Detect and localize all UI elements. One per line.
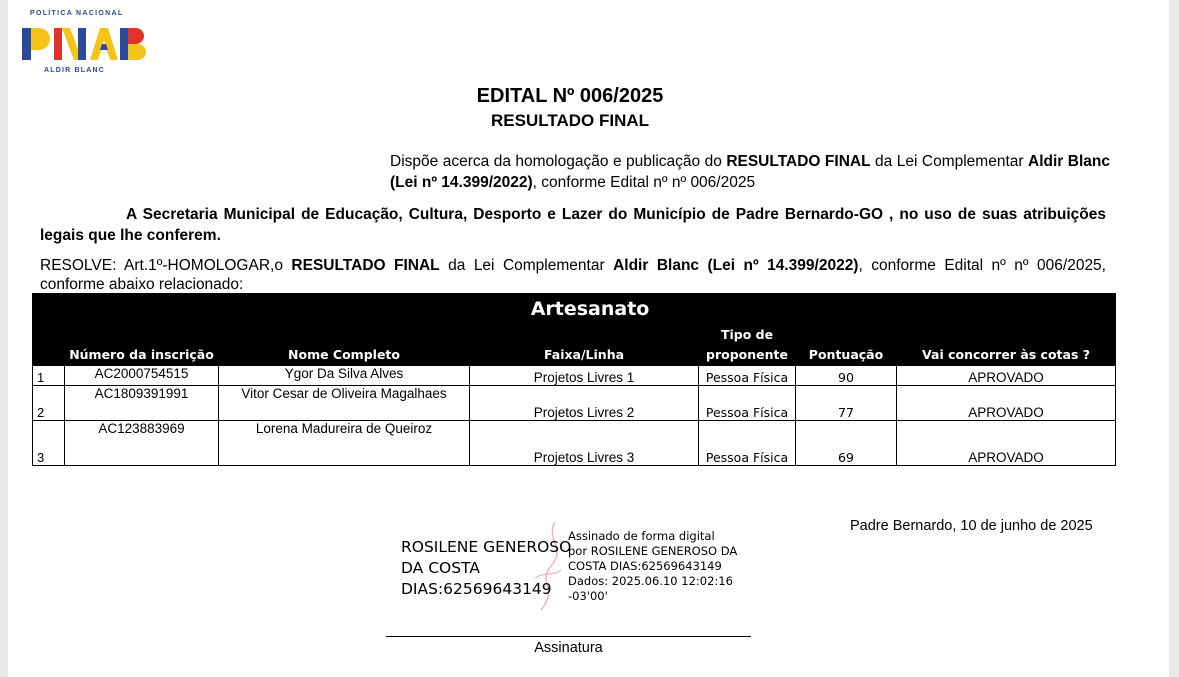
cell-faixa: Projetos Livres 3: [470, 421, 699, 466]
signature-label: Assinatura: [534, 640, 603, 656]
cell-tipo: Pessoa Física: [699, 366, 796, 386]
digital-note-line: por ROSILENE GENEROSO DA: [568, 544, 738, 558]
col-header-faixa: Faixa/Linha: [470, 325, 699, 366]
summary-bold-1: RESULTADO FINAL: [726, 153, 871, 170]
signature-line: [386, 636, 751, 637]
col-header-pontuacao: Pontuação: [796, 325, 897, 366]
cell-tipo: Pessoa Física: [699, 386, 796, 421]
cell-inscricao: AC123883969: [65, 421, 219, 466]
preamble-paragraph: [40, 204, 1106, 246]
resolve-paragraph: [40, 256, 1106, 294]
summary-text-3: , conforme Edital nº nº 006/2025: [532, 174, 756, 191]
pnab-logo: [20, 10, 155, 76]
table-row: [33, 386, 1116, 421]
digital-note-line: COSTA DIAS:62569643149: [568, 559, 722, 573]
cell-pontuacao: 90: [796, 366, 897, 386]
logo-top-text: POLÍTICA NACIONAL: [30, 10, 124, 17]
summary-text-2: da Lei Complementar: [870, 153, 1028, 170]
signer-name-line: ROSILENE GENEROSO: [401, 538, 572, 556]
table-row: [33, 421, 1116, 466]
signer-name-line: DA COSTA: [401, 559, 480, 577]
logo-bottom-text: ALDIR BLANC: [44, 67, 106, 74]
digital-signature-note: [568, 529, 748, 604]
digital-note-line: Dados: 2025.06.10 12:02:16: [568, 574, 733, 588]
edital-title: EDITAL Nº 006/2025: [476, 85, 664, 107]
place-and-date: Padre Bernardo, 10 de junho de 2025: [850, 518, 1093, 534]
cell-faixa: Projetos Livres 2: [470, 386, 699, 421]
pnab-wordmark-icon: [20, 20, 152, 66]
cell-nome: Lorena Madureira de Queiroz: [219, 421, 470, 466]
digital-note-line: -03'00': [568, 589, 608, 603]
summary-paragraph: [390, 151, 1110, 193]
summary-text-1: Dispõe acerca da homologação e publicação do: [390, 153, 727, 170]
resolve-text-1: RESOLVE: Art.1º-HOMOLOGAR,o: [40, 257, 292, 274]
edital-subtitle: RESULTADO FINAL: [490, 111, 650, 130]
cell-nome: Vitor Cesar de Oliveira Magalhaes: [219, 386, 470, 421]
table-caption: Artesanato: [65, 294, 1116, 325]
resolve-bold-1: RESULTADO FINAL: [291, 257, 440, 274]
results-table: [32, 293, 1116, 466]
col-header-inscricao: Número da inscrição: [65, 325, 219, 366]
cell-inscricao: AC2000754515: [65, 366, 219, 386]
resolve-text-3: , conforme Edital nº nº 006/2025, conforme abaixo relacionado:: [40, 257, 1106, 293]
signer-name: [401, 537, 571, 600]
signer-name-line: DIAS:62569643149: [401, 580, 552, 598]
preamble-text: Secretaria Municipal de Educação, Cultura, Desporto e Lazer do Município de Padre Bernardo-GO , no uso de suas atribuições legais que lhe conferem.: [40, 206, 1106, 244]
summary-bold-2: Aldir Blanc (Lei nº 14.399/2022): [390, 153, 1110, 191]
cell-inscricao: AC1809391991: [65, 386, 219, 421]
cell-cotas: APROVADO: [897, 366, 1116, 386]
cell-faixa: Projetos Livres 1: [470, 366, 699, 386]
page-edge-right: [1169, 0, 1179, 677]
cell-cotas: APROVADO: [897, 421, 1116, 466]
resolve-text-2: da Lei Complementar: [439, 257, 614, 274]
cell-nome: Ygor Da Silva Alves: [219, 366, 470, 386]
digital-note-line: Assinado de forma digital: [568, 529, 715, 543]
cell-tipo: Pessoa Física: [699, 421, 796, 466]
cell-pontuacao: 69: [796, 421, 897, 466]
col-header-index: [33, 325, 65, 366]
col-header-tipo: Tipo de proponente: [699, 325, 796, 366]
row-number: 2: [33, 386, 65, 421]
col-header-cotas: Vai concorrer às cotas ?: [897, 325, 1116, 366]
col-header-nome: Nome Completo: [219, 325, 470, 366]
row-number: 1: [33, 366, 65, 386]
resolve-bold-2: Aldir Blanc (Lei nº 14.399/2022): [613, 257, 859, 274]
table-row: [33, 366, 1116, 386]
caption-blank-cell: [33, 294, 65, 325]
cell-cotas: APROVADO: [897, 386, 1116, 421]
row-number: 3: [33, 421, 65, 466]
cell-pontuacao: 77: [796, 386, 897, 421]
preamble-lead: A: [126, 206, 137, 223]
